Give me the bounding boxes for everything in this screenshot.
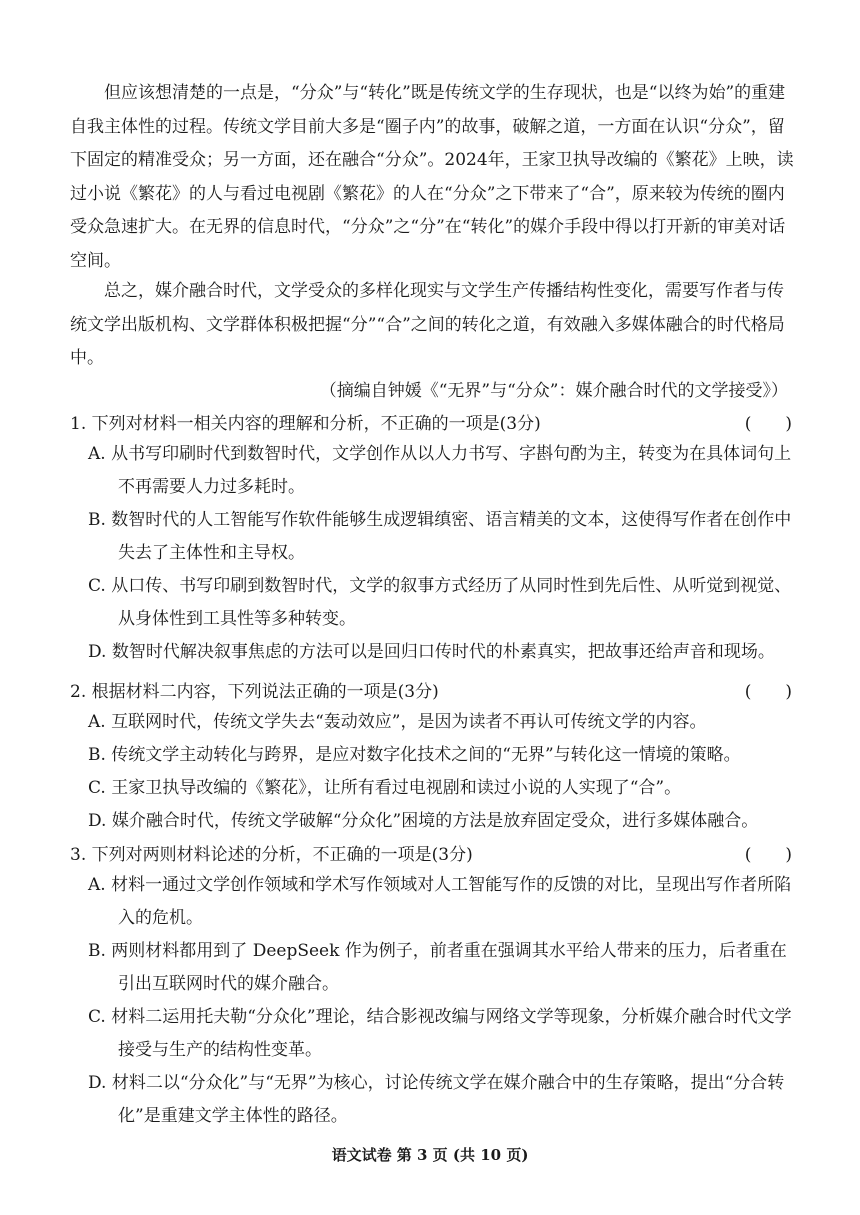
- question-stem: [70, 841, 792, 869]
- passage-paragraph: 总之，媒介融合时代，文学受众的多样化现实与文学生产传播结构性变化，需要写作者与传统文学出版机构、文学群体积极把握“分”“合”之间的转化之道，有效融入多媒体融合的时代格局中。: [70, 281, 785, 368]
- option-a: A. 从书写印刷时代到数智时代，文学创作从以人力书写、字斟句酌为主，转变为在具体词句上不再需要人力过多耗时。: [88, 444, 792, 497]
- option-d: D. 材料二以“分众化”与“无界”为核心，讨论传统文学在媒介融合中的生存策略，提出“分合转化”是重建文学主体性的路径。: [88, 1073, 785, 1126]
- option-d: D. 媒介融合时代，传统文学破解“分众化”困境的方法是放弃固定受众，进行多媒体融合。: [88, 811, 759, 831]
- option-c: C. 王家卫执导改编的《繁花》，让所有看过电视剧和读过小说的人实现了“合”。: [88, 778, 682, 798]
- answer-blank: ( ): [744, 414, 792, 434]
- question-stem: [70, 410, 792, 438]
- option-d: D. 数智时代解决叙事焦虑的方法可以是回归口传时代的朴素真实，把故事还给声音和现场。: [88, 642, 775, 662]
- page-footer: 语文试卷 第 3 页 (共 10 页): [331, 1146, 529, 1164]
- question-stem-text: 1. 下列对材料一相关内容的理解和分析，不正确的一项是(3分): [70, 414, 541, 434]
- option-b: B. 两则材料都用到了 DeepSeek 作为例子，前者重在强调其水平给人带来的压力，后者重在引出互联网时代的媒介融合。: [88, 941, 787, 994]
- passage-paragraph: 但应该想清楚的一点是，“分众”与“转化”既是传统文学的生存现状，也是“以终为始”的重建自我主体性的过程。传统文学目前大多是“圈子内”的故事，破解之道，一方面在认识“分众”，留下固定的精准受众；另一方面，还在融合“分众”。2024年，王家卫执导改编的《繁花》上映，读过小说《繁花》的人与看过电视剧《繁花》的人在“分众”之下带来了“合”，原来较为传统的圈内受众急速扩大。在无界的信息时代，“分众”之“分”在“转化”的媒介手段中得以打开新的审美对话空间。: [70, 83, 794, 271]
- question-stem-text: 2. 根据材料二内容，下列说法正确的一项是(3分): [70, 682, 439, 702]
- answer-blank: ( ): [744, 682, 792, 702]
- source-citation: （摘编自钟媛《“无界”与“分众”：媒介融合时代的文学接受》）: [319, 381, 788, 401]
- question-stem-text: 3. 下列对两则材料论述的分析，不正确的一项是(3分): [70, 845, 473, 865]
- question-stem: [70, 678, 792, 706]
- answer-blank: ( ): [744, 845, 792, 865]
- question-2: [70, 678, 792, 838]
- option-a: A. 互联网时代，传统文学失去“轰动效应”，是因为读者不再认可传统文学的内容。: [88, 712, 707, 732]
- option-b: B. 数智时代的人工智能写作软件能够生成逻辑缜密、语言精美的文本，这使得写作者在创作中失去了主体性和主导权。: [88, 510, 792, 563]
- option-c: C. 材料二运用托夫勒“分众化”理论，结合影视改编与网络文学等现象，分析媒介融合时代文学接受与生产的结构性变革。: [88, 1007, 792, 1060]
- option-b: B. 传统文学主动转化与跨界，是应对数字化技术之间的“无界”与转化这一情境的策略。: [88, 745, 741, 765]
- option-a: A. 材料一通过文学创作领域和学术写作领域对人工智能写作的反馈的对比，呈现出写作者所陷入的危机。: [88, 875, 792, 928]
- option-c: C. 从口传、书写印刷到数智时代，文学的叙事方式经历了从同时性到先后性、从听觉到视觉、从身体性到工具性等多种转变。: [88, 576, 792, 629]
- question-3: [70, 841, 792, 1133]
- question-1: [70, 410, 792, 669]
